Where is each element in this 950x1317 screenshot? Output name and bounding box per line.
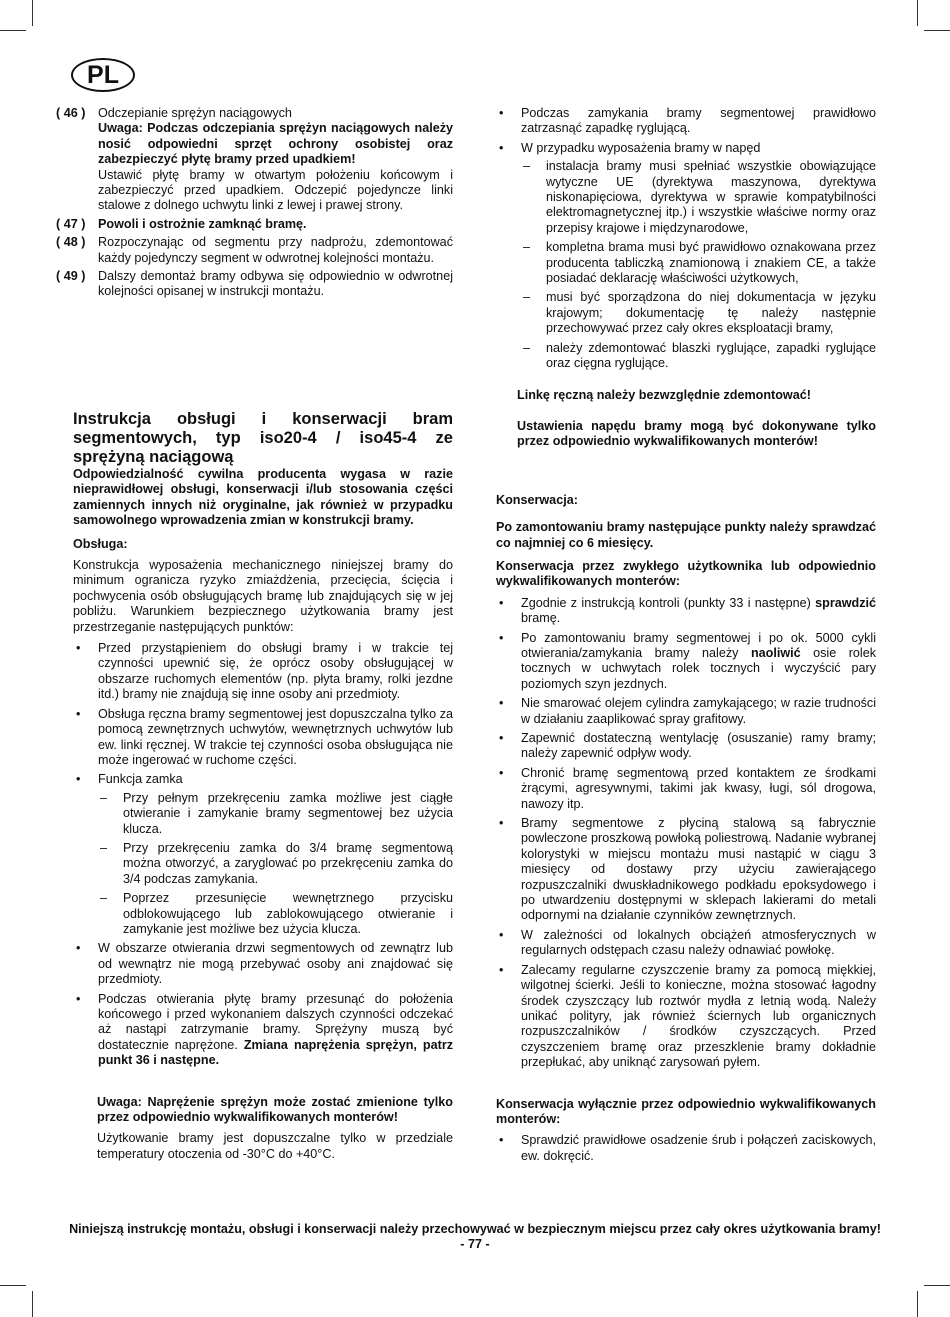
crop-mark xyxy=(924,30,950,31)
list-item: • Chronić bramę segmentową przed kontaktem ze środkami żrącymi, agresywnymi, takimi jak kwasy, ługi, sól drogowa, nawozy itp. xyxy=(496,766,876,812)
step-text: Dalszy demontaż bramy odbywa się odpowiednio w odwrotnej kolejności opisanej w instrukcji montażu. xyxy=(98,269,453,299)
list-item: • Sprawdzić prawidłowe osadzenie śrub i połączeń zaciskowych, ew. dokręcić. xyxy=(496,1133,876,1164)
footer xyxy=(60,1222,890,1253)
crop-mark xyxy=(32,1291,33,1317)
expert-maintenance-list xyxy=(496,1133,876,1164)
list-item: – Poprzez przesunięcie wewnętrznego przycisku odblokowującego lub zablokowującego otwieranie i zamykanie jest możliwe bez użycia klucza. xyxy=(98,891,453,937)
crop-mark xyxy=(924,1285,950,1286)
language-badge: PL xyxy=(71,58,135,92)
right-column xyxy=(496,106,876,1168)
step-46 xyxy=(56,106,453,214)
obsluga-list xyxy=(73,641,453,1069)
crop-mark xyxy=(917,0,918,26)
konserwacja2-title: Konserwacja wyłącznie przez odpowiednio wykwalifikowanych monterów: xyxy=(496,1096,876,1126)
left-column-lower xyxy=(73,410,453,1162)
list-item: – musi być sporządzona do niej dokumentacja w języku krajowym; dokumentację tę należy następnie przechowywać przez cały okres eksploatacji bramy, xyxy=(521,290,876,336)
list-item: • W przypadku wyposażenia bramy w napęd – instalacja bramy musi spełniać wszystkie obowiązujące wytyczne UE (dyrektywa maszynowa, dyrektywa niskonapięciowa, dyrektywa w sprawie kompatybilności elektromagnetycznej itp.) i wszystkie właściwe normy oraz przepisy krajowe i międzynarodowe, – kompletna brama musi być prawidłowo oznakowana przez producenta tabliczką znamionową i znakiem CE, a także posiadać deklarację właściwości użytkowych, – musi być sporządzona do niej dokumentacja w języku krajowym; dokumentację tę należy następnie przechowywać przez cały okres eksploatacji bramy, – należy zdemontować blaszki ryglujące, zapadki ryglujące oraz cięgna ryglujące. xyxy=(496,141,876,372)
page-number: - 77 - xyxy=(460,1237,490,1252)
list-item: • Przed przystąpieniem do obsługi bramy i w trakcie tej czynności upewnić się, że oprócz osoby obsługującej w obszarze ruchomych elementów (np. płyta bramy, rolki jezdne itd.) bramy nie znajdują się inne osoby ani przedmioty. xyxy=(73,641,453,703)
step-text: Odczepianie sprężyn naciągowych xyxy=(98,106,292,120)
list-item: • W zależności od lokalnych obciążeń atmosferycznych w regularnych odstępach czasu należy odnawiać powłokę. xyxy=(496,928,876,959)
drive-settings-note: Ustawienia napędu bramy mogą być dokonywane tylko przez odpowiednio wykwalifikowanych monterów! xyxy=(517,418,876,449)
list-item: • Po zamontowaniu bramy segmentowej i po ok. 5000 cykli otwierania/zamykania bramy należy naoliwić osie rolek tocznych w uchwytach rolek tocznych i wyczyścić pary poziomych szyn jezdnych. xyxy=(496,631,876,693)
list-item: • Zapewnić dostateczną wentylację (osuszanie) ramy bramy; należy zapewnić odpływ wody. xyxy=(496,731,876,762)
konserwacja-intro: Po zamontowaniu bramy następujące punkty należy sprawdzać co najmniej co 6 miesięcy. xyxy=(496,520,876,550)
list-item: – Przy pełnym przekręceniu zamka możliwe jest ciągłe otwieranie i zamykanie bramy segmentowej bez użycia klucza. xyxy=(98,791,453,837)
step-text: Powoli i ostrożnie zamknąć bramę. xyxy=(98,216,307,231)
list-item: • Funkcja zamka – Przy pełnym przekręceniu zamka możliwe jest ciągłe otwieranie i zamykanie bramy segmentowej bez użycia klucza. – Przy przekręceniu zamka do 3/4 bramę segmentową można otworzyć, a zaryglować po przekręceniu zamka do 3/4 podczas zamykania. – Poprzez przesunięcie wewnętrznego przycisku odblokowującego lub zablokowującego otwieranie i zamykanie jest możliwe bez użycia klucza. xyxy=(73,772,453,937)
step-number: ( 46 ) xyxy=(56,106,86,120)
list-item: • Podczas zamykania bramy segmentowej prawidłowo zatrzasnąć zapadkę ryglującą. xyxy=(496,106,876,137)
obsluga-title: Obsługa: xyxy=(73,536,128,551)
list-item: – Przy przekręceniu zamka do 3/4 bramę segmentową można otworzyć, a zaryglować po przekręceniu zamka do 3/4 podczas zamykania. xyxy=(98,841,453,887)
list-item: • Zalecamy regularne czyszczenie bramy za pomocą miękkiej, wilgotnej ścierki. Jeśli to konieczne, można stosować łagodny środek czyszczący lub roztwór mydła z letnią wodą. Należy unikać polityry, jak również ściernych lub organicznych rozpuszczalników / środków czyszczących. Przed czyszczeniem bramę oraz przeszklenie bramy dokładnie przepłukać, aby uniknąć zarysowań pyłem. xyxy=(496,963,876,1071)
list-item: • Bramy segmentowe z płyciną stalową są fabrycznie powleczone proszkową powłoką poliestrową. Nadanie wybranej kolorystyki w miejscu montażu musi nastąpić w ciągu 3 miesięcy od dostawy przy użyciu zawierającego rozpuszczalniki dwuskładnikowego podkładu epoksydowego i po utwardzeniu dostępnymi w sklepach lakierami do metali odpornymi na działanie czynników zewnętrznych. xyxy=(496,816,876,924)
konserwacja-subtitle: Konserwacja przez zwykłego użytkownika lub odpowiednio wykwalifikowanych monterów: xyxy=(496,558,876,589)
maintenance-list xyxy=(496,596,876,1071)
step-number: ( 47 ) xyxy=(56,216,86,231)
konserwacja-title: Konserwacja: xyxy=(496,492,578,507)
temperature-note: Użytkowanie bramy jest dopuszczalne tylko w przedziale temperatury otoczenia od -30°C do +40°C. xyxy=(97,1131,453,1161)
liability-note: Odpowiedzialność cywilna producenta wygasa w razie nieprawidłowej obsługi, konserwacji i/lub stosowania części zamiennych innych niż oryginalne, jak również w przypadku samowolnego wprowadzenia zmian w konstrukcji bramy. xyxy=(73,467,453,528)
step-47 xyxy=(56,217,453,232)
step-number: ( 49 ) xyxy=(56,269,86,284)
list-item: – instalacja bramy musi spełniać wszystkie obowiązujące wytyczne UE (dyrektywa maszynowa, dyrektywa niskonapięciowa, dyrektywa w sprawie kompatybilności elektromagnetycznej itp.) i wszystkie właściwe normy oraz przepisy krajowe i międzynarodowe, xyxy=(521,159,876,236)
list-item: – kompletna brama musi być prawidłowo oznakowana przez producenta tabliczką znamionową i znakiem CE, a także posiadać deklarację właściwości użytkowych, xyxy=(521,240,876,286)
closing-list xyxy=(496,106,876,372)
list-item: • Obsługa ręczna bramy segmentowej jest dopuszczalna tylko za pomocą zewnętrznych uchwytów, wewnętrznych uchwytów lub ew. linki ręcznej. W trakcie tej czynności osoba obsługująca nie może ingerować w ruchome części. xyxy=(73,707,453,769)
drive-list xyxy=(521,159,876,371)
list-item: • Podczas otwierania płytę bramy przesunąć do położenia końcowego i przed wykonaniem dalszych czynności odczekać aż nastąpi zatrzymanie bramy. Sprężyny muszą być dostatecznie naprężone. Zmiana naprężenia sprężyn, patrz punkt 36 i następne. xyxy=(73,992,453,1069)
manual-cable-note: Linkę ręczną należy bezwzględnie zdemontować! xyxy=(517,387,811,402)
crop-mark xyxy=(0,30,26,31)
step-extra: Ustawić płytę bramy w otwartym położeniu końcowym i zabezpieczyć przed upadkiem. Odczepić pojedyncze linki stalowe z dolnego uchwytu linki z lewej i prawej strony. xyxy=(98,167,453,213)
footer-note: Niniejszą instrukcję montażu, obsługi i konserwacji należy przechowywać w bezpiecznym miejscu przez cały okres użytkowania bramy! xyxy=(69,1222,881,1236)
list-item: – należy zdemontować blaszki ryglujące, zapadki ryglujące oraz cięgna ryglujące. xyxy=(521,341,876,372)
crop-mark xyxy=(0,1285,26,1286)
obsluga-intro: Konstrukcja wyposażenia mechanicznego niniejszej bramy do minimum ogranicza ryzyko zmiażdżenia, przecięcia, ścięcia i pochwycenia osób obsługujących bramę lub znajdujących się w jej pobliżu. Warunkiem bezpiecznego użytkowania bramy jest przestrzeganie następujących punktów: xyxy=(73,558,453,634)
list-item: • Nie smarować olejem cylindra zamykającego; w razie trudności w działaniu zaaplikować spray grafitowy. xyxy=(496,696,876,727)
step-number: ( 48 ) xyxy=(56,235,86,250)
section-heading: Instrukcja obsługi i konserwacji bram segmentowych, typ iso20-4 / iso45-4 ze sprężyną naciągową xyxy=(73,410,453,466)
spring-warning: Uwaga: Naprężenie sprężyn może zostać zmienione tylko przez odpowiednio wykwalifikowanych monterów! xyxy=(97,1094,453,1125)
lock-function-list xyxy=(98,791,453,938)
step-48 xyxy=(56,235,453,266)
crop-mark xyxy=(32,0,33,26)
step-warning: Uwaga: Podczas odczepiania sprężyn naciągowych należy nosić odpowiedni sprzęt ochrony osobistej oraz zabezpieczyć płytę bramy przed upadkiem! xyxy=(98,121,453,167)
left-column xyxy=(56,106,453,303)
list-item: • W obszarze otwierania drzwi segmentowych od zewnątrz lub od wewnątrz nie mogą przebywać osoby ani znajdować się przedmioty. xyxy=(73,941,453,987)
list-item: • Zgodnie z instrukcją kontroli (punkty 33 i następne) sprawdzić bramę. xyxy=(496,596,876,627)
step-49 xyxy=(56,269,453,300)
crop-mark xyxy=(917,1291,918,1317)
step-text: Rozpoczynając od segmentu przy nadprożu, zdemontować każdy pojedynczy segment w odwrotnej kolejności montażu. xyxy=(98,235,453,265)
